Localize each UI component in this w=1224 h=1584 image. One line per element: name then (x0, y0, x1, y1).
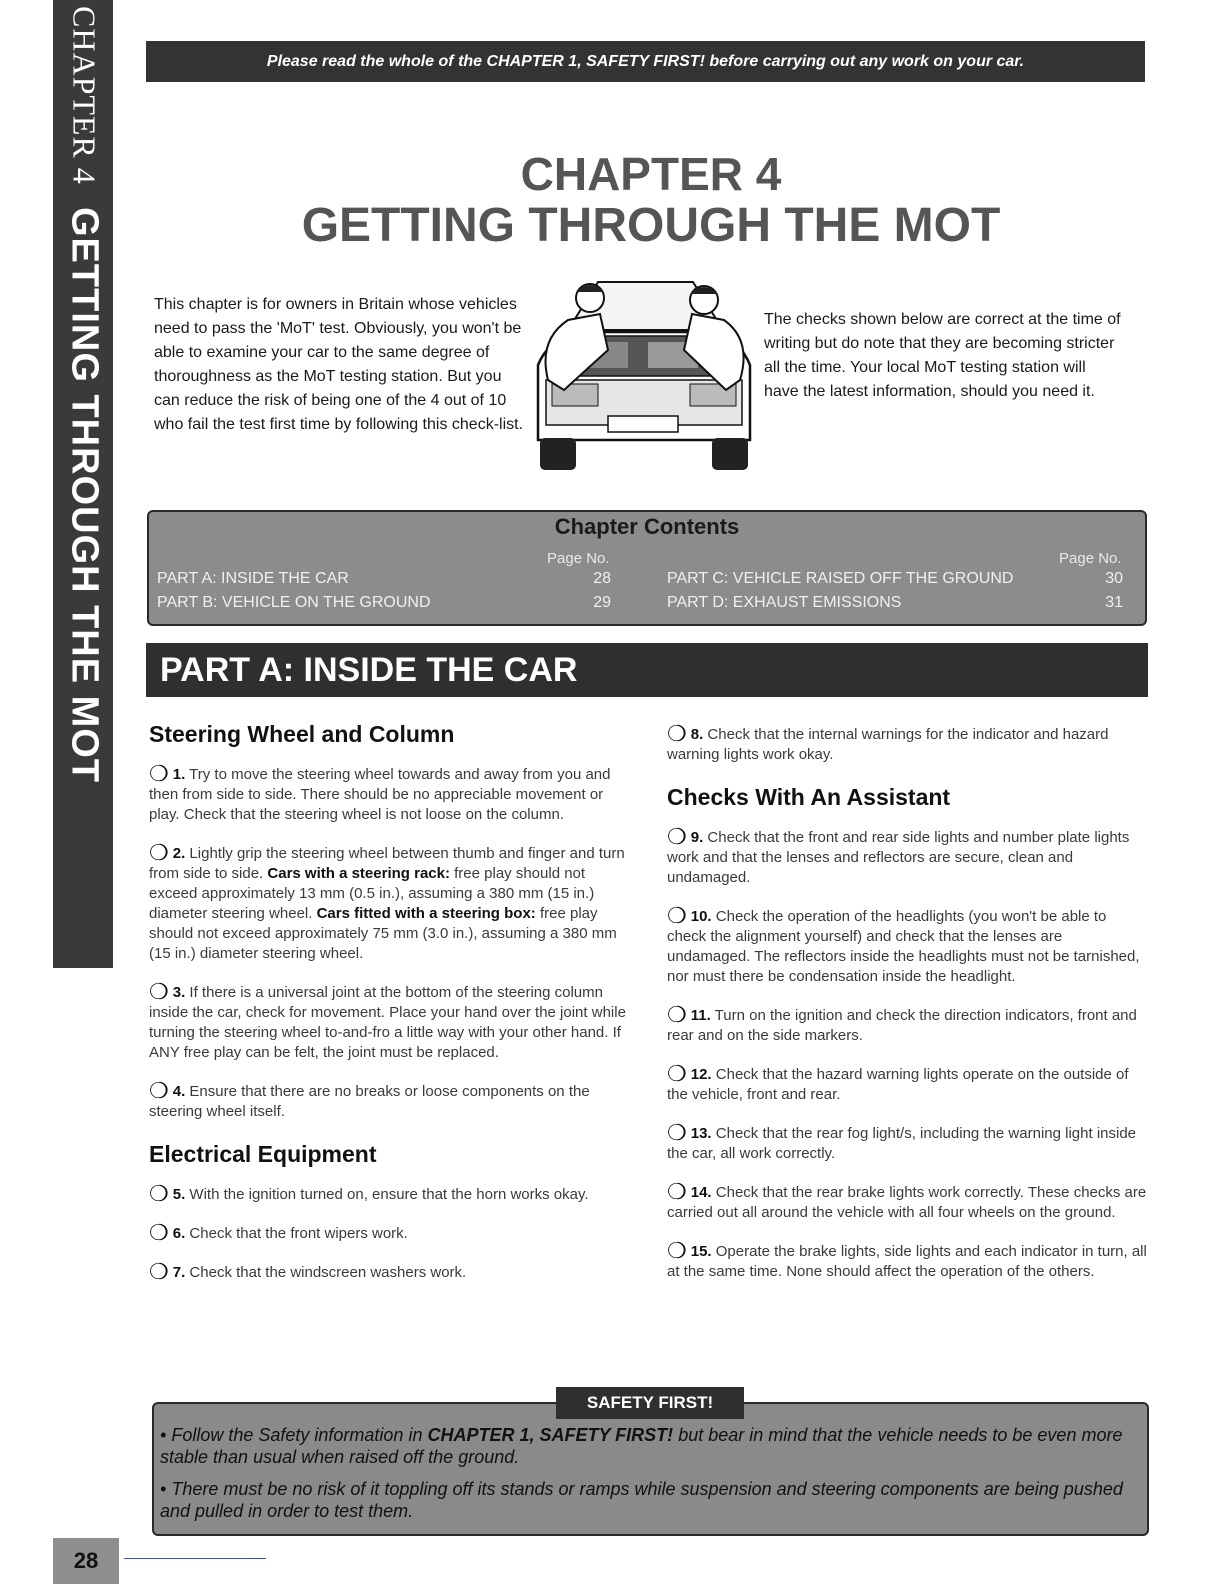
contents-page-part-d: 31 (1105, 594, 1123, 611)
checkbox-circle-icon: ❍ (667, 1061, 687, 1086)
check-item-9: ❍ 9. Check that the front and rear side lights and number plate lights work and that the lenses and reflectors are secure, clean and undamaged. (667, 824, 1130, 886)
left-column (149, 720, 627, 1301)
contents-title: Chapter Contents (554, 514, 740, 539)
check-item-12: ❍ 12. Check that the hazard warning lights operate on the outside of the vehicle, front and rear. (667, 1061, 1129, 1103)
page-no-header-right: Page No. (1059, 550, 1122, 567)
bullet-icon: • (160, 1479, 167, 1499)
intro-right-paragraph: The checks shown below are correct at the time of writing but do note that they are becoming stricter all the time. Your local MoT testing station will have the latest information, should you need it. (764, 311, 1121, 400)
check-item-5: ❍ 5. With the ignition turned on, ensure that the horn works okay. (149, 1181, 589, 1206)
right-column (667, 721, 1147, 1300)
check-item-2: ❍ 2. Lightly grip the steering wheel between thumb and finger and turn from side to side. Cars with a steering rack: free play should not exceed approximately 13 mm (0.5 in.), assuming a 380 mm (15 in.) diameter steering wheel. Cars fitted with a steering box: free play should not exceed approximately 75 mm (3.0 in.), assuming a 380 mm (15 in.) diameter steering wheel. (149, 840, 625, 962)
checkbox-circle-icon: ❍ (149, 1220, 169, 1245)
checkbox-circle-icon: ❍ (667, 1238, 687, 1263)
check-item-11: ❍ 11. Turn on the ignition and check the direction indicators, front and rear and on the side markers. (667, 1002, 1137, 1044)
section-heading-steering: Steering Wheel and Column (149, 721, 455, 747)
check-item-6: ❍ 6. Check that the front wipers work. (149, 1220, 408, 1245)
bullet-icon: • (160, 1425, 167, 1445)
section-heading-electrical: Electrical Equipment (149, 1141, 377, 1167)
checkbox-circle-icon: ❍ (149, 979, 169, 1004)
chapter-number: CHAPTER 4 (520, 148, 782, 200)
check-item-14: ❍ 14. Check that the rear brake lights work correctly. These checks are carried out all around the vehicle with all four wheels on the ground. (667, 1179, 1147, 1221)
safety-bullet-1: • Follow the Safety information in CHAPTER 1, SAFETY FIRST! but bear in mind that the vehicle needs to be even more stable than usual when raised off the ground. (160, 1425, 1123, 1467)
safety-notice-bar: Please read the whole of the CHAPTER 1, SAFETY FIRST! before carrying out any work on your car. (146, 41, 1145, 82)
contents-entry-part-b[interactable]: PART B: VEHICLE ON THE GROUND (157, 594, 431, 611)
checkbox-circle-icon: ❍ (149, 761, 169, 786)
intro-left-paragraph: This chapter is for owners in Britain whose vehicles need to pass the 'MoT' test. Obviously, you won't be able to examine your car to the same degree of thoroughness as the MoT testing station. But you can reduce the risk of being one of the 4 out of 10 who fail the test first time by following this check-list. (154, 296, 524, 433)
check-item-1: ❍ 1. Try to move the steering wheel towards and away from you and then from side to side. There should be no appreciable movement or play. Check that the steering wheel is not loose on the column. (149, 761, 611, 823)
checkbox-circle-icon: ❍ (667, 1002, 687, 1027)
checkbox-circle-icon: ❍ (667, 1120, 687, 1145)
checkbox-circle-icon: ❍ (667, 1179, 687, 1204)
section-heading-assistant: Checks With An Assistant (667, 784, 951, 810)
contents-page-part-c: 30 (1105, 570, 1123, 587)
page-number: 28 (53, 1538, 119, 1584)
mechanics-car-illustration (528, 270, 760, 480)
page-no-header-left: Page No. (547, 550, 610, 567)
safety-first-label: SAFETY FIRST! (556, 1387, 744, 1419)
contents-entry-part-d[interactable]: PART D: EXHAUST EMISSIONS (667, 594, 902, 611)
check-item-10: ❍ 10. Check the operation of the headlights (you won't be able to check the alignment yourself) and check that the lenses are undamaged. The reflectors inside the headlights must not be tarnished, nor must there be condensation inside the headlight. (667, 903, 1140, 985)
check-item-4: ❍ 4. Ensure that there are no breaks or loose components on the steering wheel itself. (149, 1078, 590, 1120)
side-tab-label (56, 6, 112, 956)
checkbox-circle-icon: ❍ (149, 1259, 169, 1284)
check-item-7: ❍ 7. Check that the windscreen washers work. (149, 1259, 467, 1284)
side-tab-title: GETTING THROUGH THE MOT (63, 206, 106, 783)
chapter-contents-box (147, 510, 1147, 626)
checkbox-circle-icon: ❍ (149, 1181, 169, 1206)
check-item-15: ❍ 15. Operate the brake lights, side lights and each indicator in turn, all at the same time. None should affect the operation of the others. (667, 1238, 1147, 1280)
safety-first-text (160, 1424, 1136, 1532)
checkbox-circle-icon: ❍ (667, 824, 687, 849)
contents-page-part-b: 29 (593, 594, 611, 611)
footer-rule (124, 1558, 266, 1559)
safety-bullet-2: • There must be no risk of it toppling off its stands or ramps while suspension and steering components are being pushed and pulled in order to test them. (160, 1479, 1123, 1521)
checkbox-circle-icon: ❍ (149, 840, 169, 865)
checkbox-circle-icon: ❍ (667, 903, 687, 928)
side-tab-chapter: CHAPTER 4 (66, 6, 103, 185)
check-item-13: ❍ 13. Check that the rear fog light/s, including the warning light inside the car, all work correctly. (667, 1120, 1137, 1162)
checkbox-circle-icon: ❍ (149, 1078, 169, 1103)
checkbox-circle-icon: ❍ (667, 721, 687, 746)
check-item-3: ❍ 3. If there is a universal joint at the bottom of the steering column inside the car, check for movement. Place your hand over the joint while turning the steering wheel to-and-fro a little way with your other hand. If ANY free play can be felt, the joint must be replaced. (149, 979, 626, 1061)
chapter-heading: GETTING THROUGH THE MOT (301, 199, 1001, 252)
contents-page-part-a: 28 (593, 570, 611, 587)
part-a-banner: PART A: INSIDE THE CAR (146, 643, 1148, 697)
chapter-title (146, 148, 1156, 252)
check-item-8: ❍ 8. Check that the internal warnings for the indicator and hazard warning lights work okay. (667, 721, 1109, 763)
contents-entry-part-a[interactable]: PART A: INSIDE THE CAR (157, 570, 349, 587)
contents-entry-part-c[interactable]: PART C: VEHICLE RAISED OFF THE GROUND (667, 570, 1014, 587)
